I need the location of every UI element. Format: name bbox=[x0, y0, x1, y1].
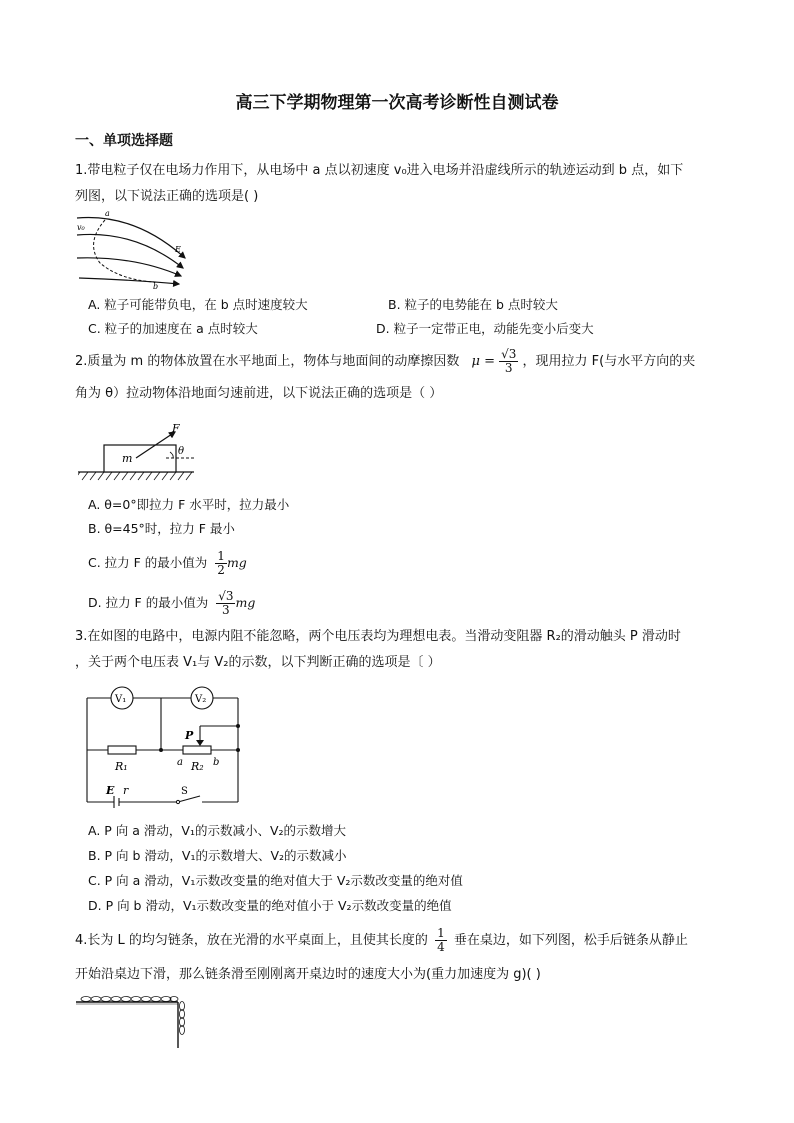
q4-frac-den: 4 bbox=[437, 940, 445, 954]
q2-option-d-mg: mg bbox=[235, 595, 256, 610]
q1-field-figure bbox=[75, 208, 193, 290]
q1-option-c[interactable]: C. 粒子的加速度在 a 点时较大 bbox=[88, 321, 258, 336]
q1-label-a: a bbox=[105, 209, 110, 218]
q2-option-c-num: 1 bbox=[217, 549, 225, 563]
q2-block-figure bbox=[78, 420, 198, 482]
q3-label-b: b bbox=[213, 757, 220, 768]
q4-frac-num: 1 bbox=[437, 926, 445, 940]
q3-label-R2: R₂ bbox=[191, 760, 204, 773]
q1-stem-line1: 1.带电粒子仅在电场力作用下，从电场中 a 点以初速度 v₀进入电场并沿虚线所示的轨迹运动到 b 点，如下 bbox=[75, 163, 684, 178]
q1-option-a[interactable]: A. 粒子可能带负电，在 b 点时速度较大 bbox=[88, 297, 308, 312]
q1-option-d[interactable]: D. 粒子一定带正电，动能先变小后变大 bbox=[376, 321, 594, 336]
q2-label-F: F bbox=[172, 422, 180, 435]
q2-option-a[interactable]: A. θ=0°即拉力 F 水平时，拉力最小 bbox=[88, 497, 290, 512]
q2-label-theta: θ bbox=[178, 446, 185, 457]
q3-label-a: a bbox=[177, 757, 183, 768]
q4-stem-text: 4.长为 L 的均匀链条，放在光滑的水平桌面上，且使其长度的 bbox=[75, 933, 428, 948]
q2-mu-fraction bbox=[499, 348, 518, 375]
q1-label-E: E bbox=[175, 245, 181, 254]
section-heading: 一、单项选择题 bbox=[75, 133, 173, 149]
q3-option-c[interactable]: C. P 向 a 滑动，V₁示数改变量的绝对值大于 V₂示数改变量的绝对值 bbox=[88, 873, 463, 888]
q3-label-S: S bbox=[181, 786, 188, 797]
q3-label-R1: R₁ bbox=[115, 760, 128, 773]
page-title: 高三下学期物理第一次高考诊断性自测试卷 bbox=[235, 93, 559, 113]
q3-label-V2: V₂ bbox=[195, 694, 207, 705]
q3-stem-line1: 3.在如图的电路中，电源内阻不能忽略，两个电压表均为理想电表。当滑动变阻器 R₂的滑动触头 P 滑动时 bbox=[75, 629, 681, 644]
q4-stem-text-post: 垂在桌边，如下列图，松手后链条从静止 bbox=[453, 933, 688, 948]
q1-stem-line2: 列图，以下说法正确的选项是( ) bbox=[75, 189, 259, 204]
q2-stem-text: 2.质量为 m 的物体放置在水平地面上，物体与地面间的动摩擦因数 bbox=[75, 354, 460, 369]
q2-option-d[interactable] bbox=[88, 586, 255, 620]
q3-label-P: P bbox=[185, 729, 194, 742]
q2-option-c-den: 2 bbox=[217, 563, 225, 577]
q3-label-E: E bbox=[106, 784, 115, 797]
q2-option-d-fraction bbox=[216, 590, 235, 617]
q3-label-V1: V₁ bbox=[115, 694, 127, 705]
q3-label-r: r bbox=[123, 784, 129, 797]
q2-stem-line1 bbox=[75, 348, 695, 376]
q3-option-b[interactable]: B. P 向 b 滑动，V₁的示数增大、V₂的示数减小 bbox=[88, 848, 347, 863]
q3-option-d[interactable]: D. P 向 b 滑动，V₁示数改变量的绝对值小于 V₂示数改变量的绝值 bbox=[88, 898, 452, 913]
q2-mu-symbol: μ = bbox=[471, 354, 495, 369]
q2-option-d-text: D. 拉力 F 的最小值为 bbox=[88, 595, 209, 610]
q2-option-d-num: √3 bbox=[218, 589, 234, 603]
q2-option-c-fraction bbox=[215, 550, 227, 577]
q1-option-b[interactable]: B. 粒子的电势能在 b 点时较大 bbox=[388, 297, 558, 312]
q3-option-a[interactable]: A. P 向 a 滑动，V₁的示数减小、V₂的示数增大 bbox=[88, 823, 347, 838]
q2-option-b[interactable]: B. θ=45°时，拉力 F 最小 bbox=[88, 521, 235, 536]
q4-chain-figure bbox=[74, 992, 200, 1048]
q2-option-c[interactable] bbox=[88, 546, 247, 580]
q3-stem-line2: ，关于两个电压表 V₁与 V₂的示数，以下判断正确的选项是〔 ） bbox=[75, 655, 441, 670]
q2-mu-num: √3 bbox=[501, 347, 517, 361]
q4-stem-line2: 开始沿桌边下滑，那么链条滑至刚刚离开桌边时的速度大小为(重力加速度为 g)( ) bbox=[75, 967, 541, 982]
q2-label-m: m bbox=[122, 452, 133, 465]
q2-stem-line2: 角为 θ）拉动物体沿地面匀速前进，以下说法正确的选项是（ ） bbox=[75, 386, 443, 401]
q3-circuit-figure bbox=[78, 682, 248, 808]
q1-label-v0: v₀ bbox=[77, 223, 85, 232]
q4-fraction bbox=[435, 927, 447, 954]
q2-option-d-den: 3 bbox=[222, 603, 230, 617]
q4-stem-line1 bbox=[75, 926, 688, 956]
q1-label-b: b bbox=[153, 282, 159, 290]
q2-option-c-text: C. 拉力 F 的最小值为 bbox=[88, 555, 208, 570]
q2-mu-den: 3 bbox=[504, 361, 513, 375]
q2-option-c-mg: mg bbox=[226, 555, 247, 570]
q2-stem-text-post: ，现用拉力 F(与水平方向的夹 bbox=[522, 354, 696, 369]
